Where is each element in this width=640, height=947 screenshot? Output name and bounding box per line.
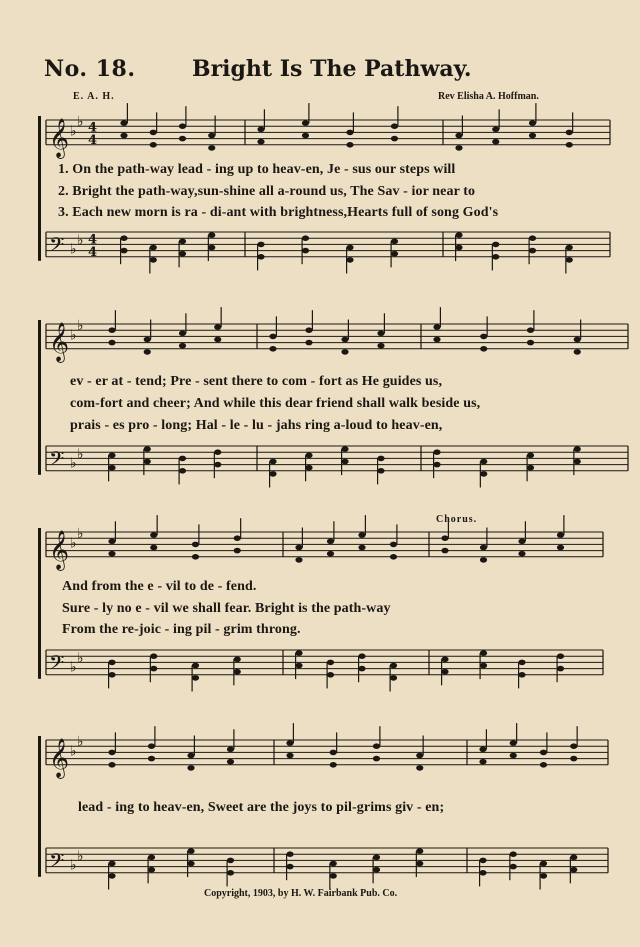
note-head xyxy=(286,851,293,857)
note-head xyxy=(108,660,115,666)
note-head xyxy=(144,349,151,355)
note-head xyxy=(510,740,517,746)
flat-sign: ♭ xyxy=(70,857,77,874)
note-head xyxy=(479,759,486,765)
note-head xyxy=(234,548,241,554)
note-head xyxy=(179,456,186,462)
note-head xyxy=(540,861,547,867)
note-head xyxy=(341,446,348,452)
note-head xyxy=(302,248,309,254)
note-head xyxy=(570,855,577,861)
author-credit: Rev Elisha A. Hoffman. xyxy=(438,91,539,102)
note-head xyxy=(150,653,157,659)
note-head xyxy=(269,334,276,340)
note-head xyxy=(227,870,234,876)
flat-sign: ♭ xyxy=(70,535,77,552)
note-head xyxy=(108,465,115,471)
bass-clef: 𝄢 xyxy=(49,446,65,475)
note-head xyxy=(108,873,115,879)
note-head xyxy=(557,653,564,659)
note-head xyxy=(257,139,264,145)
note-head xyxy=(148,743,155,749)
note-head xyxy=(492,127,499,133)
note-head xyxy=(373,743,380,749)
note-head xyxy=(570,743,577,749)
note-head xyxy=(257,254,264,260)
note-head xyxy=(327,660,334,666)
note-head xyxy=(179,468,186,474)
bass-clef: 𝄢 xyxy=(49,848,65,877)
note-head xyxy=(234,669,241,675)
note-head xyxy=(377,343,384,349)
note-head xyxy=(377,468,384,474)
note-head xyxy=(529,120,536,126)
note-head xyxy=(286,864,293,870)
note-head xyxy=(390,542,397,548)
note-head xyxy=(527,453,534,459)
note-head xyxy=(570,756,577,762)
note-head xyxy=(540,762,547,768)
lyric-line: And from the e - vil to de - fend. xyxy=(62,579,257,594)
note-head xyxy=(179,331,186,337)
note-head xyxy=(187,753,194,759)
note-head xyxy=(269,346,276,352)
note-head xyxy=(208,245,215,251)
note-head xyxy=(330,873,337,879)
note-head xyxy=(416,861,423,867)
note-head xyxy=(150,545,157,551)
note-head xyxy=(327,539,334,545)
note-head xyxy=(120,133,127,139)
lyric-line: Sure - ly no e - vil we shall fear. Bright is the path-way xyxy=(62,601,391,616)
note-head xyxy=(441,657,448,663)
note-head xyxy=(295,650,302,656)
note-head xyxy=(108,453,115,459)
note-head xyxy=(441,548,448,554)
note-head xyxy=(305,453,312,459)
note-head xyxy=(358,653,365,659)
note-head xyxy=(480,557,487,563)
note-head xyxy=(455,232,462,238)
flat-sign: ♭ xyxy=(77,650,84,667)
hymn-number: No. 18. xyxy=(44,56,136,82)
chorus-marker: Chorus. xyxy=(436,514,478,525)
note-head xyxy=(574,446,581,452)
note-head xyxy=(527,465,534,471)
note-head xyxy=(144,459,151,465)
note-head xyxy=(346,257,353,263)
flat-sign: ♭ xyxy=(70,659,77,676)
note-head xyxy=(120,120,127,126)
note-head xyxy=(566,245,573,251)
note-head xyxy=(480,471,487,477)
note-head xyxy=(150,666,157,672)
note-head xyxy=(479,747,486,753)
flat-sign: ♭ xyxy=(77,446,84,463)
note-head xyxy=(150,245,157,251)
note-head xyxy=(557,545,564,551)
note-head xyxy=(179,123,186,129)
note-head xyxy=(208,232,215,238)
note-head xyxy=(286,753,293,759)
note-head xyxy=(150,532,157,538)
flat-sign: ♭ xyxy=(77,848,84,865)
note-head xyxy=(330,861,337,867)
system-bracket xyxy=(38,528,41,679)
note-head xyxy=(227,858,234,864)
note-head xyxy=(391,251,398,257)
note-head xyxy=(295,557,302,563)
system-bracket xyxy=(38,116,41,261)
flat-sign: ♭ xyxy=(77,114,84,131)
lyric-line: lead - ing to heav-en, Sweet are the joys to pil-grims giv - en; xyxy=(78,800,445,815)
note-head xyxy=(480,650,487,656)
note-head xyxy=(269,459,276,465)
note-head xyxy=(529,248,536,254)
note-head xyxy=(144,446,151,452)
note-head xyxy=(144,337,151,343)
lyric-line: com-fort and cheer; And while this dear friend shall walk beside us, xyxy=(70,396,481,411)
note-head xyxy=(527,340,534,346)
note-head xyxy=(373,867,380,873)
time-signature: 4 xyxy=(88,132,98,148)
note-head xyxy=(529,235,536,241)
note-head xyxy=(341,459,348,465)
note-head xyxy=(327,672,334,678)
note-head xyxy=(455,133,462,139)
note-head xyxy=(574,459,581,465)
note-head xyxy=(557,532,564,538)
note-head xyxy=(187,861,194,867)
note-head xyxy=(120,235,127,241)
note-head xyxy=(257,242,264,248)
note-head xyxy=(391,136,398,142)
note-head xyxy=(148,867,155,873)
time-signature: 4 xyxy=(88,120,98,136)
note-head xyxy=(441,535,448,541)
note-head xyxy=(108,539,115,545)
note-head xyxy=(269,471,276,477)
note-head xyxy=(179,343,186,349)
note-head xyxy=(179,251,186,257)
note-head xyxy=(305,465,312,471)
flat-sign: ♭ xyxy=(70,455,77,472)
note-head xyxy=(286,740,293,746)
note-head xyxy=(187,765,194,771)
note-head xyxy=(390,675,397,681)
note-head xyxy=(455,145,462,151)
note-head xyxy=(227,759,234,765)
note-head xyxy=(302,235,309,241)
note-head xyxy=(327,551,334,557)
system-bracket xyxy=(38,736,41,877)
note-head xyxy=(358,666,365,672)
time-signature: 4 xyxy=(88,244,98,260)
note-head xyxy=(441,669,448,675)
note-head xyxy=(108,762,115,768)
note-head xyxy=(566,130,573,136)
note-head xyxy=(179,239,186,245)
note-head xyxy=(330,750,337,756)
treble-clef: 𝄞 xyxy=(49,117,70,158)
note-head xyxy=(330,762,337,768)
note-head xyxy=(234,657,241,663)
note-head xyxy=(416,848,423,854)
note-head xyxy=(148,756,155,762)
note-head xyxy=(108,327,115,333)
note-head xyxy=(150,257,157,263)
bass-clef: 𝄢 xyxy=(49,650,65,679)
note-head xyxy=(227,747,234,753)
note-head xyxy=(358,545,365,551)
note-head xyxy=(377,456,384,462)
note-head xyxy=(518,672,525,678)
note-head xyxy=(108,340,115,346)
bass-clef: 𝄢 xyxy=(49,232,65,261)
note-head xyxy=(214,324,221,330)
note-head xyxy=(192,542,199,548)
note-head xyxy=(295,545,302,551)
note-head xyxy=(341,337,348,343)
note-head xyxy=(518,551,525,557)
note-head xyxy=(416,753,423,759)
note-head xyxy=(433,337,440,343)
note-head xyxy=(570,867,577,873)
flat-sign: ♭ xyxy=(70,241,77,258)
note-head xyxy=(341,349,348,355)
note-head xyxy=(529,133,536,139)
note-head xyxy=(527,327,534,333)
note-head xyxy=(192,554,199,560)
note-head xyxy=(433,462,440,468)
note-head xyxy=(295,663,302,669)
note-head xyxy=(566,142,573,148)
flat-sign: ♭ xyxy=(77,318,84,335)
note-head xyxy=(305,340,312,346)
note-head xyxy=(214,337,221,343)
treble-clef: 𝄞 xyxy=(49,529,70,570)
note-head xyxy=(214,462,221,468)
composer-credit: E. A. H. xyxy=(73,91,115,102)
lyric-line: 3. Each new morn is ra - di-ant with brightness,Hearts full of song God's xyxy=(58,205,499,220)
note-head xyxy=(480,334,487,340)
note-head xyxy=(179,136,186,142)
note-head xyxy=(480,459,487,465)
note-head xyxy=(492,242,499,248)
note-head xyxy=(234,535,241,541)
treble-clef: 𝄞 xyxy=(49,737,70,778)
note-head xyxy=(192,663,199,669)
note-head xyxy=(108,551,115,557)
lyric-line: 2. Bright the path-way,sun-shine all a-round us, The Sav - ior near to xyxy=(58,184,476,199)
note-head xyxy=(492,254,499,260)
note-head xyxy=(377,331,384,337)
note-head xyxy=(492,139,499,145)
flat-sign: ♭ xyxy=(77,734,84,751)
note-head xyxy=(510,753,517,759)
flat-sign: ♭ xyxy=(77,232,84,249)
flat-sign: ♭ xyxy=(77,526,84,543)
note-head xyxy=(346,130,353,136)
note-head xyxy=(540,750,547,756)
lyric-line: 1. On the path-way lead - ing up to heav-en, Je - sus our steps will xyxy=(58,162,456,177)
note-head xyxy=(455,245,462,251)
note-head xyxy=(373,855,380,861)
note-head xyxy=(257,127,264,133)
note-head xyxy=(480,346,487,352)
note-head xyxy=(433,324,440,330)
lyric-line: ev - er at - tend; Pre - sent there to com - fort as He guides us, xyxy=(70,374,443,389)
copyright-notice: Copyright, 1903, by H. W. Fairbank Pub. Co. xyxy=(204,888,398,899)
note-head xyxy=(148,855,155,861)
note-head xyxy=(510,851,517,857)
lyric-line: From the re-joic - ing pil - grim throng. xyxy=(62,622,301,637)
note-head xyxy=(150,130,157,136)
system-bracket xyxy=(38,320,41,475)
note-head xyxy=(566,257,573,263)
note-head xyxy=(305,327,312,333)
note-head xyxy=(187,848,194,854)
note-head xyxy=(479,870,486,876)
note-head xyxy=(574,337,581,343)
note-head xyxy=(208,145,215,151)
note-head xyxy=(540,873,547,879)
note-head xyxy=(373,756,380,762)
note-head xyxy=(557,666,564,672)
time-signature: 4 xyxy=(88,232,98,248)
note-head xyxy=(510,864,517,870)
note-head xyxy=(518,660,525,666)
note-head xyxy=(433,449,440,455)
note-head xyxy=(390,663,397,669)
note-head xyxy=(416,765,423,771)
note-head xyxy=(391,239,398,245)
note-head xyxy=(150,142,157,148)
note-head xyxy=(214,449,221,455)
note-head xyxy=(302,133,309,139)
note-head xyxy=(108,861,115,867)
note-head xyxy=(358,532,365,538)
note-head xyxy=(518,539,525,545)
note-head xyxy=(302,120,309,126)
note-head xyxy=(120,248,127,254)
note-head xyxy=(480,663,487,669)
note-head xyxy=(346,245,353,251)
note-head xyxy=(479,858,486,864)
note-head xyxy=(192,675,199,681)
note-head xyxy=(108,750,115,756)
treble-clef: 𝄞 xyxy=(49,321,70,362)
note-head xyxy=(391,123,398,129)
note-head xyxy=(346,142,353,148)
note-head xyxy=(390,554,397,560)
lyric-line: prais - es pro - long; Hal - le - lu - jahs ring a-loud to heav-en, xyxy=(70,418,443,433)
flat-sign: ♭ xyxy=(70,743,77,760)
note-head xyxy=(574,349,581,355)
flat-sign: ♭ xyxy=(70,123,77,140)
note-head xyxy=(108,672,115,678)
note-head xyxy=(480,545,487,551)
hymn-title: Bright Is The Pathway. xyxy=(192,56,472,82)
flat-sign: ♭ xyxy=(70,327,77,344)
note-head xyxy=(208,133,215,139)
